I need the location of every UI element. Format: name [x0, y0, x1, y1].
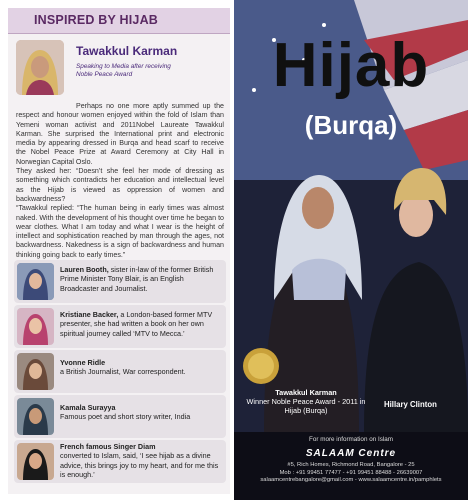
- person-card-4: [14, 395, 226, 438]
- article-paragraph-2: They asked her: “Doesn’t she feel her mode of dressing as something which contradicts her education and intellectual level as the Hijab is viewed as oppression of women and backwardness?: [16, 167, 224, 203]
- footer-logo: SALAAM Centre: [305, 448, 397, 459]
- person-card-1: [14, 260, 226, 303]
- caption-left-name: Tawakkul Karman: [275, 388, 337, 397]
- person-name: Yvonne Ridle: [60, 358, 106, 367]
- woman-in-hijab-portrait-icon: [16, 40, 64, 95]
- person-text: [60, 403, 222, 422]
- left-panel: [8, 8, 230, 494]
- person-desc: Famous poet and short story writer, India: [60, 412, 191, 422]
- poster-footer: [234, 432, 468, 500]
- header-title: INSPIRED BY HIJAB: [34, 13, 159, 27]
- person-name: Kamala Surayya: [60, 403, 116, 412]
- person-card-3: [14, 350, 226, 393]
- person-card-2: [14, 305, 226, 348]
- woman-hijab-portrait-icon: [17, 263, 54, 300]
- person-desc: a London-based former MTV presenter, she had written a book on her own spiritual journey called ‘MTV to Mecca.’: [60, 310, 213, 338]
- person-desc: a British Journalist, War correspondent.: [60, 367, 186, 377]
- person-card-5: [14, 440, 226, 483]
- woman-pink-scarf-portrait-icon: [17, 308, 54, 345]
- featured-subtitle: Speaking to Media after receiving Noble Peace Award: [76, 63, 171, 78]
- woman-black-hijab-portrait-icon: [17, 443, 54, 480]
- person-text: [60, 265, 222, 293]
- woman-dark-scarf-portrait-icon: [17, 398, 54, 435]
- featured-name: Tawakkul Karman: [76, 44, 178, 58]
- person-desc: sister in-law of the former British Prime Minister Tony Blair, is an English Broadcaster and Journalist.: [60, 265, 214, 293]
- person-name: Kristiane Backer,: [60, 310, 119, 319]
- person-text: [60, 442, 222, 480]
- person-desc: converted to Islam, said, ‘I see hijab as a divine advice, this brings joy to my heart, and for me this is enough.’: [60, 451, 219, 480]
- footer-address: #5, Rich Homes, Richmond Road, Bangalore - 25: [287, 462, 415, 468]
- person-text: [60, 310, 222, 338]
- panel-header: [8, 8, 230, 34]
- article-text: [16, 102, 224, 260]
- footer-web: salaamcentrebangalore@gmail.com - www.salaamcentre.in/pamphlets: [260, 477, 442, 483]
- poster-panel: [234, 0, 468, 500]
- person-name: Lauren Booth,: [60, 265, 109, 274]
- footer-contact: [234, 462, 468, 485]
- caption-left-line: Winner Noble Peace Award - 2011 in Hijab (Burqa): [246, 397, 366, 415]
- person-name: French famous Singer Diam: [60, 442, 156, 451]
- woman-hijab-portrait-icon: [17, 353, 54, 390]
- caption-right: Hillary Clinton: [384, 400, 437, 409]
- poster-subtitle: (Burqa): [304, 110, 398, 140]
- poster-title: Hijab: [272, 31, 430, 100]
- footer-phones: Mob : +91 99451 77477 - +91 99451 88488 - 26639007: [279, 469, 423, 476]
- article-paragraph-1: Perhaps no one more aptly summed up the respect and honour women enjoyed within the fold of Islam than Yemeni woman activist and 2011Nobel Laureate Tawakkul Karman. She surprised the International print and electronic media by appearing dressed in Burqa and head scarf to receive the Nobel Peace Prize at Award Ceremony at City Hall in Norwegian Capital Oslo.: [16, 102, 224, 166]
- featured-photo: [16, 40, 64, 95]
- caption-left: [242, 388, 370, 415]
- person-text: [60, 358, 222, 377]
- article-paragraph-3: “Tawakkul replied: “The human being in early times was almost naked. With the development of his thought over time he began to wear clothes. What I am today and what I wear is the height of intellect and sophistication reached by man through the ages, not backwardness. Nakedness is a sign of backwardness and human thinking going back to early times.”: [16, 204, 224, 259]
- footer-more-info: For more information on Islam: [309, 436, 393, 443]
